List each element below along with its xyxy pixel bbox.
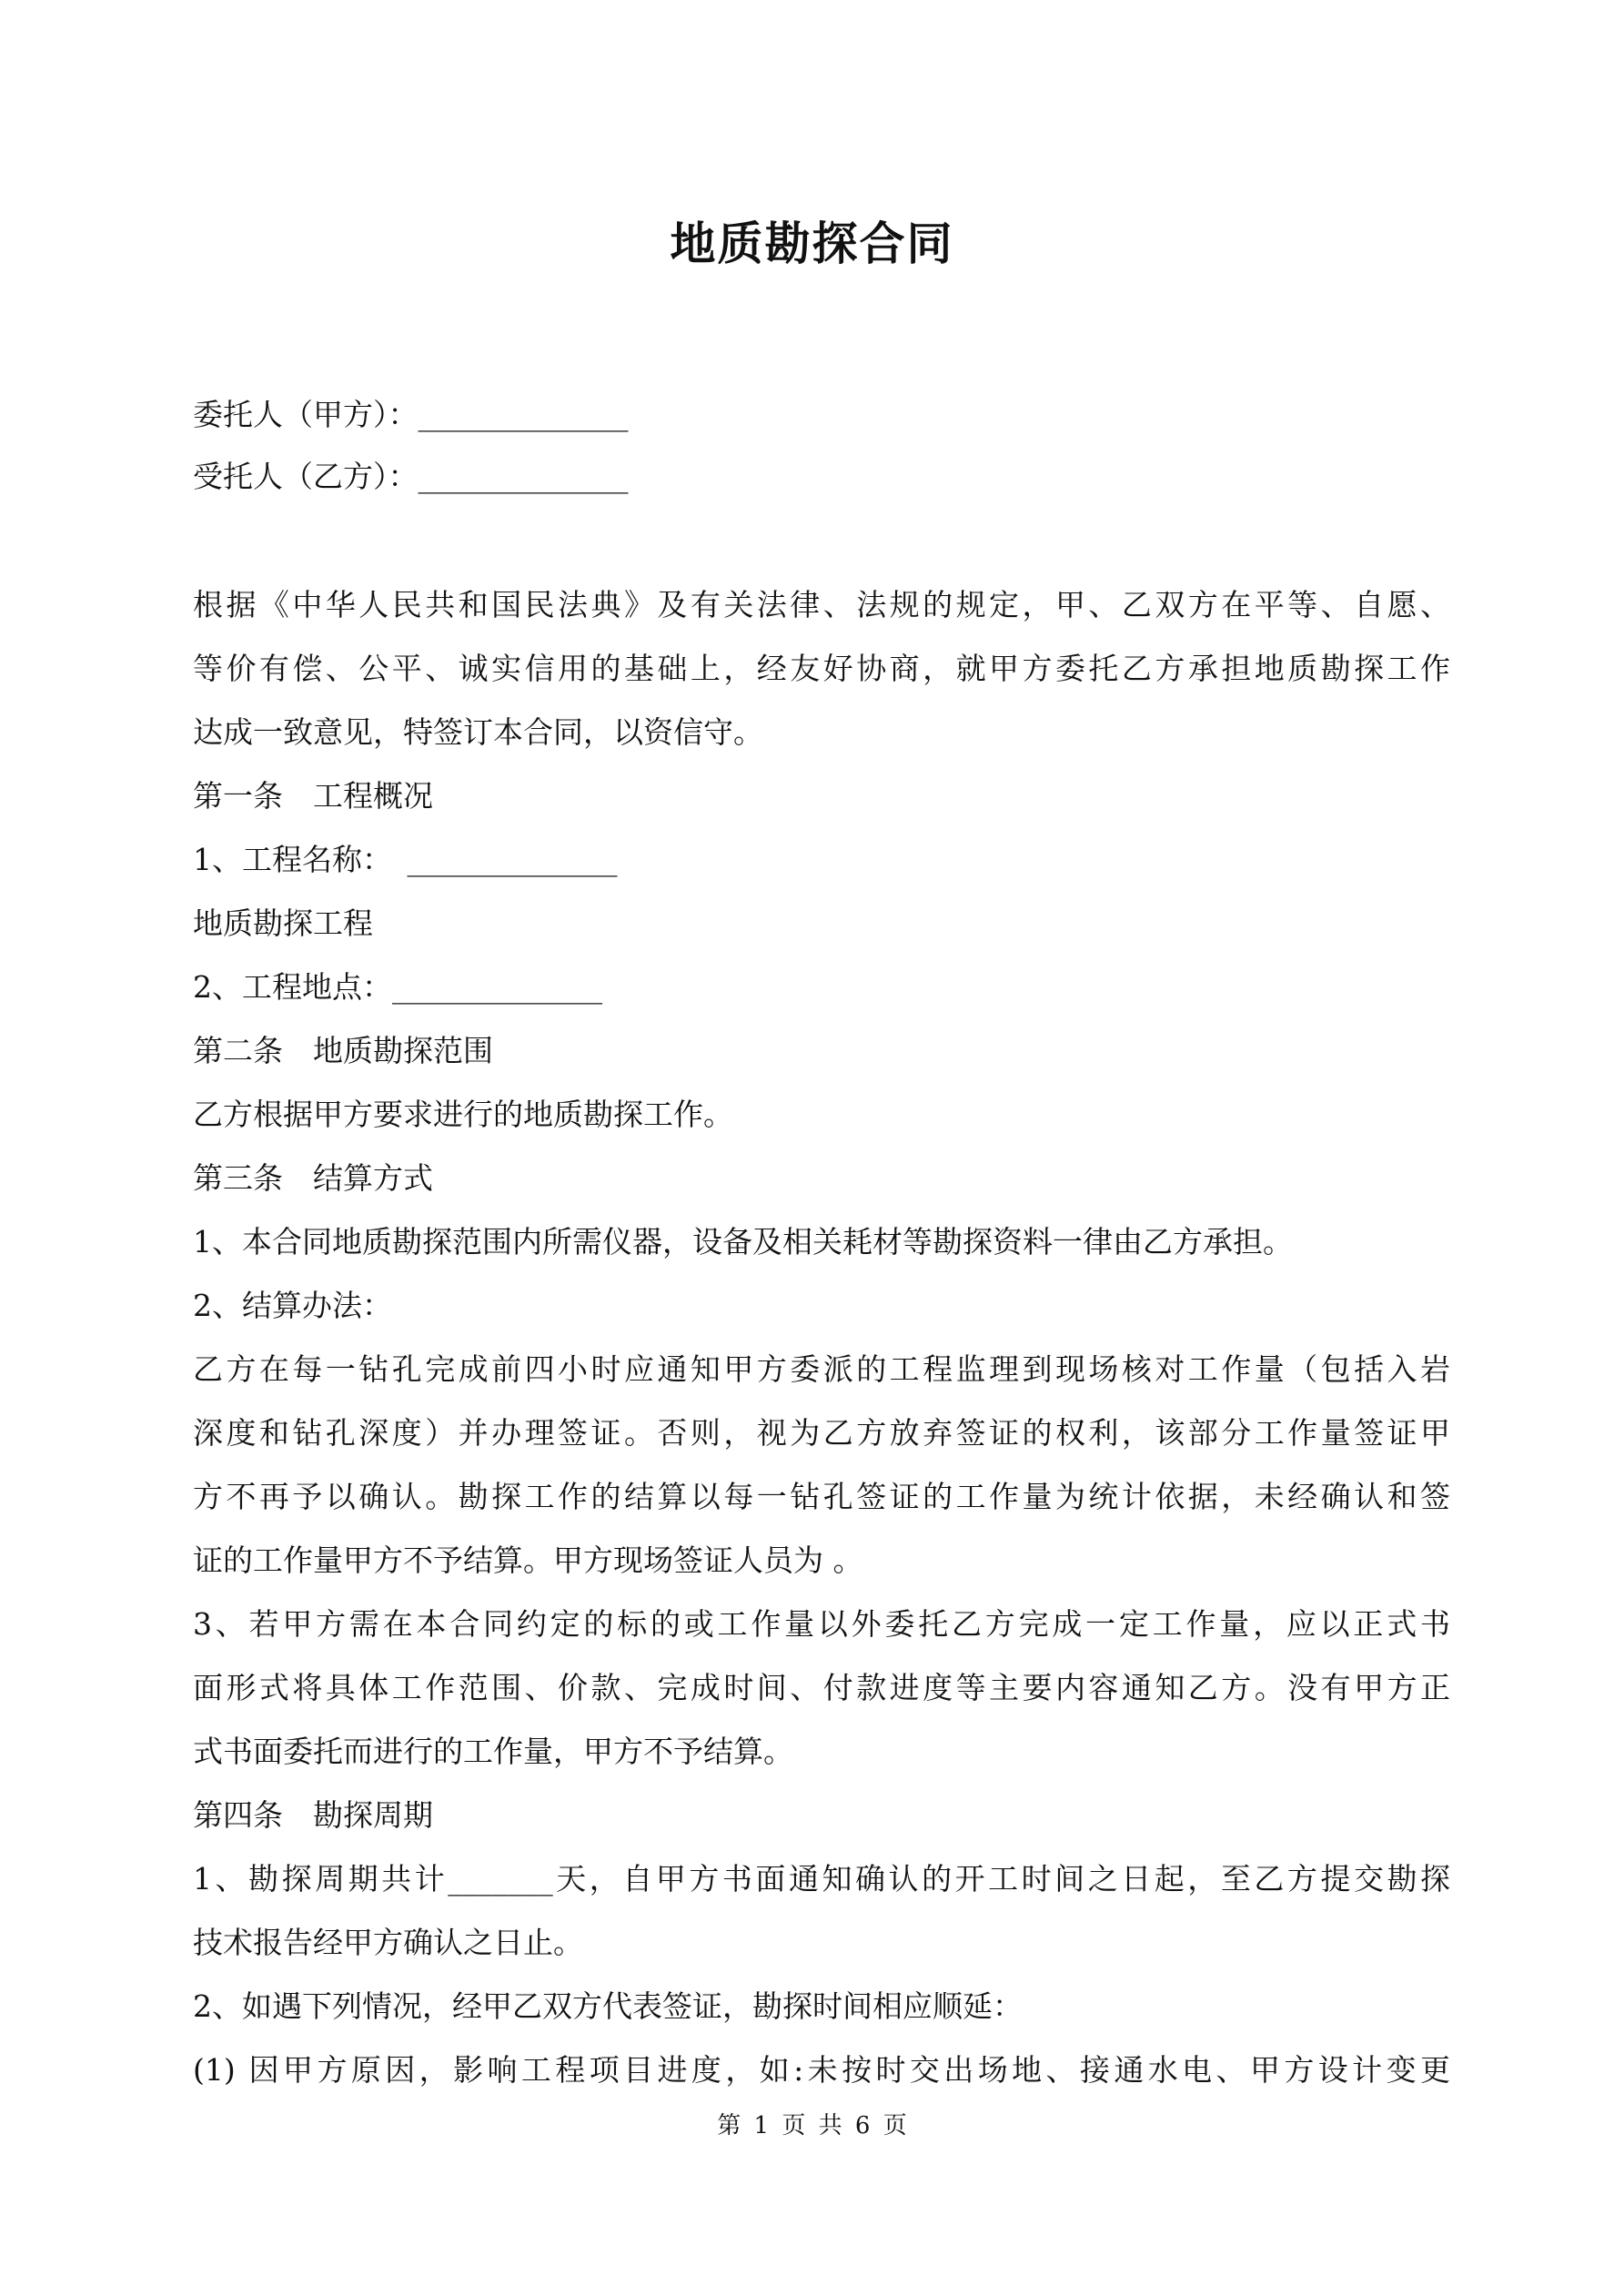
page-number: 第 1 页 共 6 页 — [717, 2112, 907, 2139]
paragraph-line: 3、若甲方需在本合同约定的标的或工作量以外委托乙方完成一定工作量，应以正式书 — [193, 1606, 1450, 1642]
section-heading: 第四条 勘探周期 — [193, 1797, 433, 1833]
paragraph-line: 式书面委托而进行的工作量，甲方不予结算。 — [193, 1734, 793, 1769]
section-heading: 第三条 结算方式 — [193, 1160, 433, 1196]
paragraph-line: 达成一致意见，特签订本合同，以资信守。 — [193, 714, 763, 750]
paragraph-line: 深度和钻孔深度）并办理签证。否则，视为乙方放弃签证的权利，该部分工作量签证甲 — [193, 1415, 1450, 1451]
paragraph-line: 证的工作量甲方不予结算。甲方现场签证人员为 。 — [193, 1542, 863, 1578]
paragraph-line: 乙方在每一钻孔完成前四小时应通知甲方委派的工程监理到现场核对工作量（包括入岩 — [193, 1351, 1450, 1387]
paragraph-line: 乙方根据甲方要求进行的地质勘探工作。 — [193, 1097, 733, 1132]
paragraph-line: 1、勘探周期共计_______天，自甲方书面通知确认的开工时间之日起，至乙方提交勘探 — [193, 1861, 1450, 1896]
document-title: 地质勘探合同 — [670, 217, 954, 270]
party-a-line: 委托人（甲方）：______________ — [193, 397, 629, 432]
paragraph-line: 1、工程名称： ______________ — [193, 842, 618, 877]
paragraph-line: 地质勘探工程 — [193, 905, 373, 941]
party-b-line: 受托人（乙方）：______________ — [193, 459, 629, 494]
paragraph-line: 1、本合同地质勘探范围内所需仪器，设备及相关耗材等勘探资料一律由乙方承担。 — [193, 1224, 1293, 1259]
paragraph-line: (1) 因甲方原因，影响工程项目进度，如:未按时交出场地、接通水电、甲方设计变更 — [193, 2052, 1450, 2088]
paragraph-line: 根据《中华人民共和国民法典》及有关法律、法规的规定，甲、乙双方在平等、自愿、 — [193, 587, 1450, 622]
paragraph-line: 面形式将具体工作范围、价款、完成时间、付款进度等主要内容通知乙方。没有甲方正 — [193, 1670, 1450, 1705]
paragraph-line: 方不再予以确认。勘探工作的结算以每一钻孔签证的工作量为统计依据，未经确认和签 — [193, 1479, 1450, 1514]
paragraph-line: 2、结算办法： — [193, 1288, 392, 1323]
paragraph-line: 2、工程地点：______________ — [193, 969, 602, 1005]
paragraph-line: 技术报告经甲方确认之日止。 — [193, 1925, 583, 1960]
section-heading: 第二条 地质勘探范围 — [193, 1033, 493, 1068]
section-heading: 第一条 工程概况 — [193, 778, 433, 814]
paragraph-line: 2、如遇下列情况，经甲乙双方代表签证，勘探时间相应顺延： — [193, 1988, 1023, 2024]
paragraph-line: 等价有偿、公平、诚实信用的基础上，经友好协商，就甲方委托乙方承担地质勘探工作 — [193, 651, 1450, 686]
